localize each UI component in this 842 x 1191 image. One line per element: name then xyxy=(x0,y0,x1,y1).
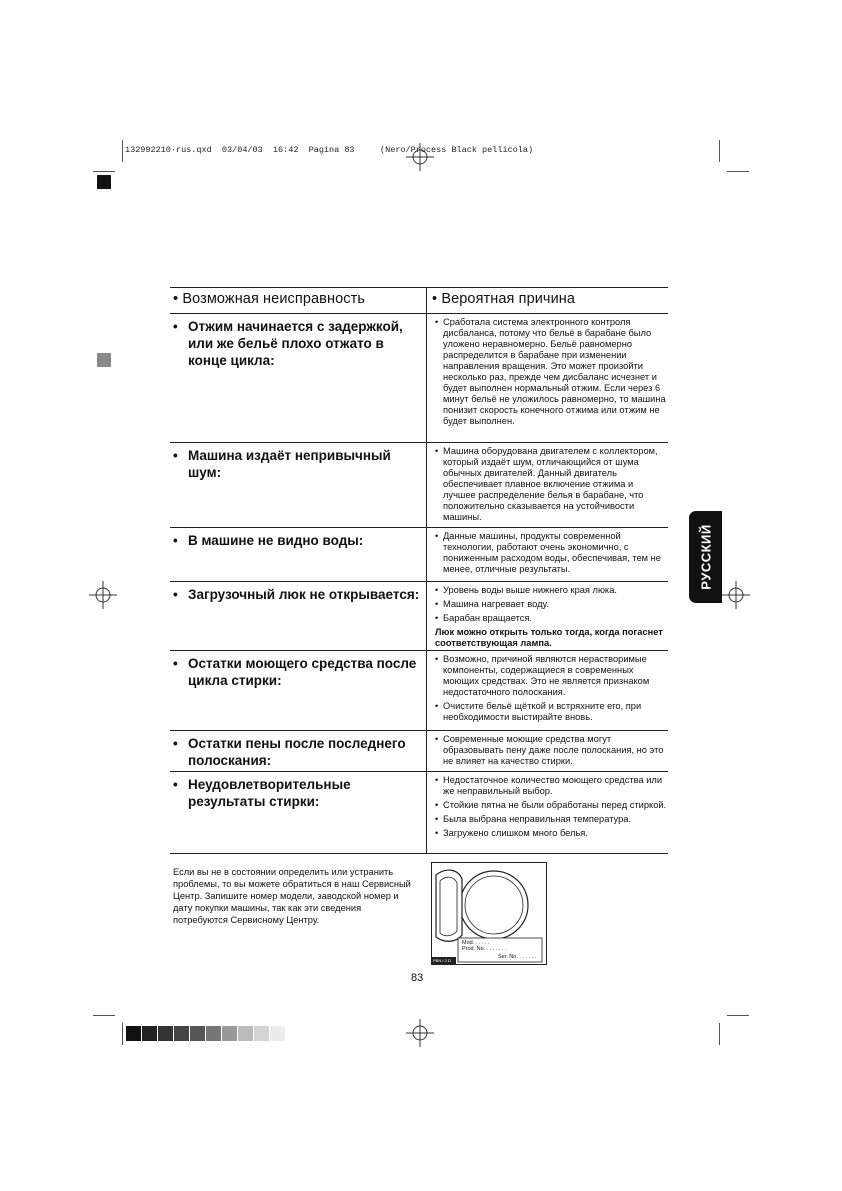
color-swatch xyxy=(238,1026,253,1041)
table-row xyxy=(170,582,668,651)
problem-cell: • В машине не видно воды: xyxy=(173,533,364,548)
cause-cell: • Уровень воды выше нижнего края люка. • Машина нагревает воду. • Барабан вращается. Люк можно открыть только тогда, когда погаснет соответствующая лампа. xyxy=(426,582,668,650)
registration-mark-icon xyxy=(406,1019,434,1047)
crop-mark xyxy=(122,1023,123,1045)
table-row xyxy=(170,731,668,772)
color-swatch xyxy=(270,1026,285,1041)
table-row xyxy=(170,443,668,528)
problem-cell: • Остатки моющего средства после цикла стирки: xyxy=(173,656,417,688)
label-ser: Ser. No. . . . . . . xyxy=(498,954,537,960)
cause-cell: • Современные моющие средства могут образовывать пену даже после полоскания, но это не влияет на качество стирки. xyxy=(426,731,668,771)
table-row xyxy=(170,772,668,854)
color-swatch xyxy=(174,1026,189,1041)
cause-cell: • Сработала система электронного контроля дисбаланса, потому что бельё в барабане было уложено неравномерно. Бельё равномерно распределится в барабане при изменении направления вращения. Это может произойти несколько раз, прежде чем дисбаланс исчезнет и будет выполнен нормальный отжим. Если через 6 минут бельё не уложилось равномерно, то машина понизит скорость конечного отжима или отжим не будет выполнен. xyxy=(426,314,668,442)
grey-marker xyxy=(97,353,111,367)
problem-cell: • Отжим начинается с задержкой, или же бельё плохо отжато в конце цикла: xyxy=(173,319,403,368)
table-header xyxy=(170,287,668,314)
crop-mark xyxy=(727,1015,749,1016)
page-number: 83 xyxy=(411,972,424,984)
problem-cell: • Неудовлетворительные результаты стирки: xyxy=(173,777,351,809)
header-cause: • Вероятная причина xyxy=(432,291,576,307)
color-swatch xyxy=(254,1026,269,1041)
crop-mark xyxy=(719,140,720,162)
note-text: Люк можно открыть только тогда, когда погаснет соответствующая лампа. xyxy=(435,627,663,648)
table-row xyxy=(170,314,668,443)
registration-mark-icon xyxy=(406,143,434,171)
color-calibration-bar xyxy=(126,1026,286,1041)
label-prod: Prod. No. . . . . . . . xyxy=(462,946,507,952)
label-code: PBN I 3 D xyxy=(433,958,451,963)
registration-mark-icon xyxy=(89,581,117,609)
table-row xyxy=(170,651,668,731)
color-swatch xyxy=(206,1026,221,1041)
registration-mark-icon xyxy=(722,581,750,609)
problem-cell: • Машина издаёт непривычный шум: xyxy=(173,448,391,480)
cause-cell: • Возможно, причиной являются нерастворимые компоненты, содержащиеся в современных моющих средствах. Это не является признаком недостаточного полоскания. • Очистите бельё щёткой и встряхните его, при необходимости выстирайте вновь. xyxy=(426,651,668,730)
color-swatch xyxy=(190,1026,205,1041)
color-swatch xyxy=(222,1026,237,1041)
cause-cell: • Машина оборудована двигателем с коллектором, который издаёт шум, отличающийся от шума обычных двигателей. Данный двигатель обеспечивает плавное включение отжима и лучшее распределение белья в барабане, что положительно сказывается на устойчивости машины. xyxy=(426,443,668,527)
color-swatch xyxy=(158,1026,173,1041)
crop-mark xyxy=(719,1023,720,1045)
cause-cell: • Данные машины, продукты современной технологии, работают очень экономично, с пониженным расходом воды, обеспечивая, тем не менее, отличные результаты. xyxy=(426,528,668,581)
problem-cell: • Загрузочный люк не открывается: xyxy=(173,587,420,602)
print-slug: 132992210·rus.qxd 03/04/03 16:42 Pagina 83 (Nero/Process Black pellicola) xyxy=(125,145,534,155)
machine-label-illustration xyxy=(431,862,547,965)
color-swatch xyxy=(126,1026,141,1041)
troubleshooting-table xyxy=(170,287,668,854)
crop-mark xyxy=(122,140,123,162)
language-tab-label: РУССКИЙ xyxy=(698,524,714,590)
crop-mark xyxy=(93,171,115,172)
problem-cell: • Остатки пены после последнего полоскания: xyxy=(173,736,406,768)
crop-mark xyxy=(93,1015,115,1016)
corner-marker xyxy=(97,175,111,189)
cause-cell: • Недостаточное количество моющего средства или же неправильный выбор. • Стойкие пятна не были обработаны перед стиркой. • Была выбрана неправильная температура. • Загружено слишком много белья. xyxy=(426,772,668,853)
header-problem: • Возможная неисправность xyxy=(173,291,365,307)
service-note: Если вы не в состоянии определить или устранить проблемы, то вы можете обратиться в наш Сервисный Центр. Запишите номер модели, заводской номер и дату покупки машины, так как эти сведения потребуются Сервисному Центру. xyxy=(173,867,411,925)
label-mod: Mod. . . . . . xyxy=(462,940,490,946)
color-swatch xyxy=(142,1026,157,1041)
table-row xyxy=(170,528,668,582)
crop-mark xyxy=(727,171,749,172)
